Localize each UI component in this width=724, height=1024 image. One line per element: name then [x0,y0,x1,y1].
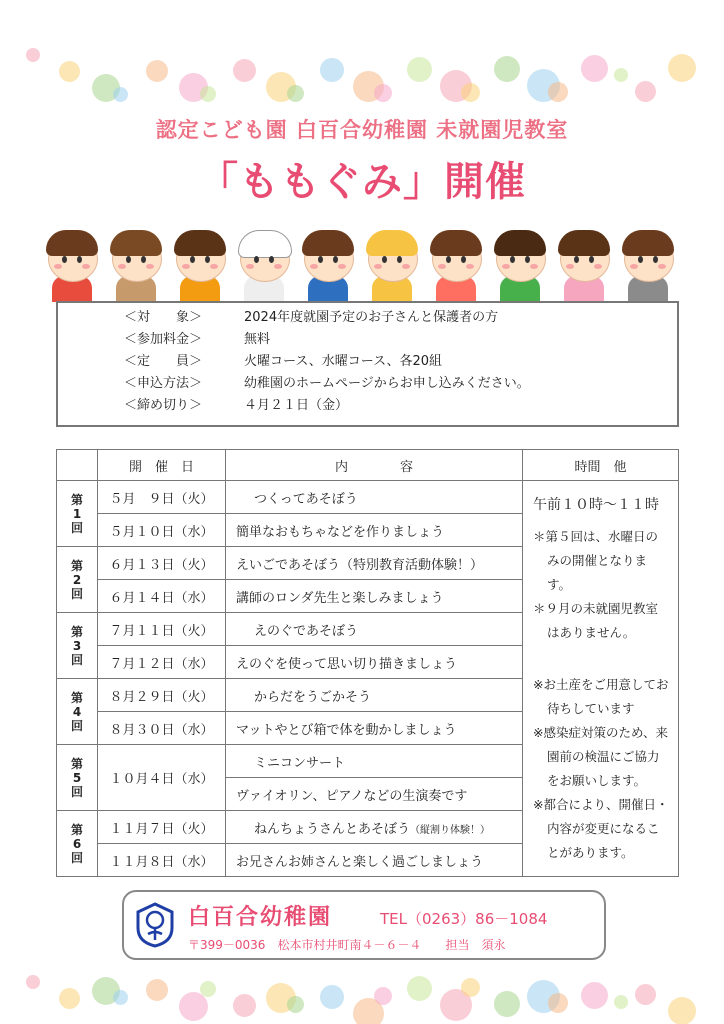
content-cell: えいごであそぼう（特別教育活動体験！） [226,547,523,580]
decorative-dot [233,59,256,82]
info-row: ＜定 員＞ 火曜コース、水曜コース、各20組 [124,354,443,369]
child-figure [620,222,676,302]
decorative-dot [668,54,696,82]
decorative-dot [320,985,344,1009]
note: ※都合により、開催日・内容が変更になることがあります。 [533,797,669,860]
decorative-dot [113,990,128,1005]
decorative-dot [374,84,392,102]
date-cell: ７月１１日（火） [98,613,226,646]
page-title: 「ももぐみ」開催 [198,159,526,205]
decorative-dot [374,987,392,1005]
decorative-dot [635,984,656,1005]
info-row: ＜対 象＞ 2024年度就園予定のお子さんと保護者の方 [124,310,499,325]
info-row: ＜締め切り＞ ４月２１日（金） [124,398,349,413]
date-cell: ５月１０日（水） [98,514,226,547]
decorative-dot [320,58,344,82]
child-figure [492,222,548,302]
address: 〒399－0036 松本市村井町南４－６－４ 担当 須永 [188,938,506,952]
decorative-dot [113,87,128,102]
page-subtitle: 認定こども園 白百合幼稚園 未就園児教室 [155,118,569,142]
decorative-dot [287,85,304,102]
decorative-dot [287,996,304,1013]
decorative-dot [461,978,480,997]
info-row: ＜申込方法＞ 幼稚園のホームページからお申し込みください。 [124,376,530,391]
table-row [57,481,679,514]
time-notes-cell [523,481,679,877]
child-figure [428,222,484,302]
time-main: 午前１０時～１１時 [533,497,659,513]
decorative-dot [635,81,656,102]
child-figure [556,222,612,302]
kindergarten-name: 白百合幼稚園 [188,905,333,930]
date-cell: ８月２９日（火） [98,679,226,712]
decorative-dot [200,981,216,997]
decorative-dot [26,48,40,62]
note: ※感染症対策のため、来園前の検温にご協力をお願いします。 [533,725,668,788]
round-label: 第 4 回 [57,679,98,745]
child-figure [172,222,228,302]
content-cell: つくってあそぼう [226,481,523,514]
content-cell: ヴァイオリン、ピアノなどの生演奏です [226,778,523,811]
decorative-dot [581,55,608,82]
decorative-dot [146,979,168,1001]
date-cell: １１月７日（火） [98,811,226,844]
note: ＊９月の未就園児教室はありません。 [533,601,659,640]
decorative-dot [233,994,256,1017]
content-cell: えのぐを使って思い切り描きましょう [226,646,523,679]
phone-number: TEL（0263）86－1084 [380,910,548,928]
content-cell: えのぐであそぼう [226,613,523,646]
round-label: 第 6 回 [57,811,98,877]
content-cell: お兄さんお姉さんと楽しく過ごしましょう [226,844,523,877]
decorative-dot [548,82,568,102]
date-cell: ６月１３日（火） [98,547,226,580]
decorative-dot [494,991,520,1017]
decorative-dot [614,995,628,1009]
decorative-dot [614,68,628,82]
date-cell: １０月４日（水） [98,745,226,811]
content-cell: からだをうごかそう [226,679,523,712]
note: ※お土産をご用意してお待ちしています [533,677,669,716]
schedule-table [56,449,679,877]
round-label: 第 3 回 [57,613,98,679]
header-date: 開 催 日 [98,450,226,481]
date-cell: ５月 ９日（火） [98,481,226,514]
decorative-dot [407,57,432,82]
children-illustration [44,222,684,302]
content-cell: ミニコンサート [226,745,523,778]
date-cell: １１月８日（水） [98,844,226,877]
child-figure [236,222,292,302]
date-cell: ８月３０日（水） [98,712,226,745]
decorative-dot [59,988,80,1009]
info-box [56,301,679,427]
decorative-dot [581,982,608,1009]
decorative-dot [461,83,480,102]
date-cell: ６月１４日（水） [98,580,226,613]
decorative-dot [494,56,520,82]
content-cell: マットやとび箱で体を動かしましょう [226,712,523,745]
decorative-dot [407,976,432,1001]
decorative-dot [26,975,40,989]
round-label: 第 2 回 [57,547,98,613]
content-cell: 簡単なおもちゃなどを作りましょう [226,514,523,547]
decorative-dot [548,993,568,1013]
content-cell: 講師のロンダ先生と楽しみましょう [226,580,523,613]
child-figure [300,222,356,302]
round-label: 第 5 回 [57,745,98,811]
decorative-dot [179,992,208,1021]
child-figure [108,222,164,302]
info-row: ＜参加料金＞ 無料 [124,332,271,347]
footer-box [122,890,606,960]
decorative-dots-top [0,48,724,118]
decorative-dot [59,61,80,82]
note: ＊第５回は、水曜日のみの開催となります。 [533,529,659,592]
date-cell: ７月１２日（水） [98,646,226,679]
child-figure [364,222,420,302]
header-round [57,450,98,481]
header-time: 時間 他 [523,450,679,481]
decorative-dot [668,997,696,1024]
decorative-dots-bottom [0,975,724,1024]
content-cell: ねんちょうさんとあそぼう（縦割り体験！） [226,811,523,844]
decorative-dot [146,60,168,82]
header-content: 内 容 [226,450,523,481]
decorative-dot [200,86,216,102]
table-header-row [57,450,679,481]
child-figure [44,222,100,302]
kindergarten-logo-icon [136,902,174,948]
round-label: 第 1 回 [57,481,98,547]
